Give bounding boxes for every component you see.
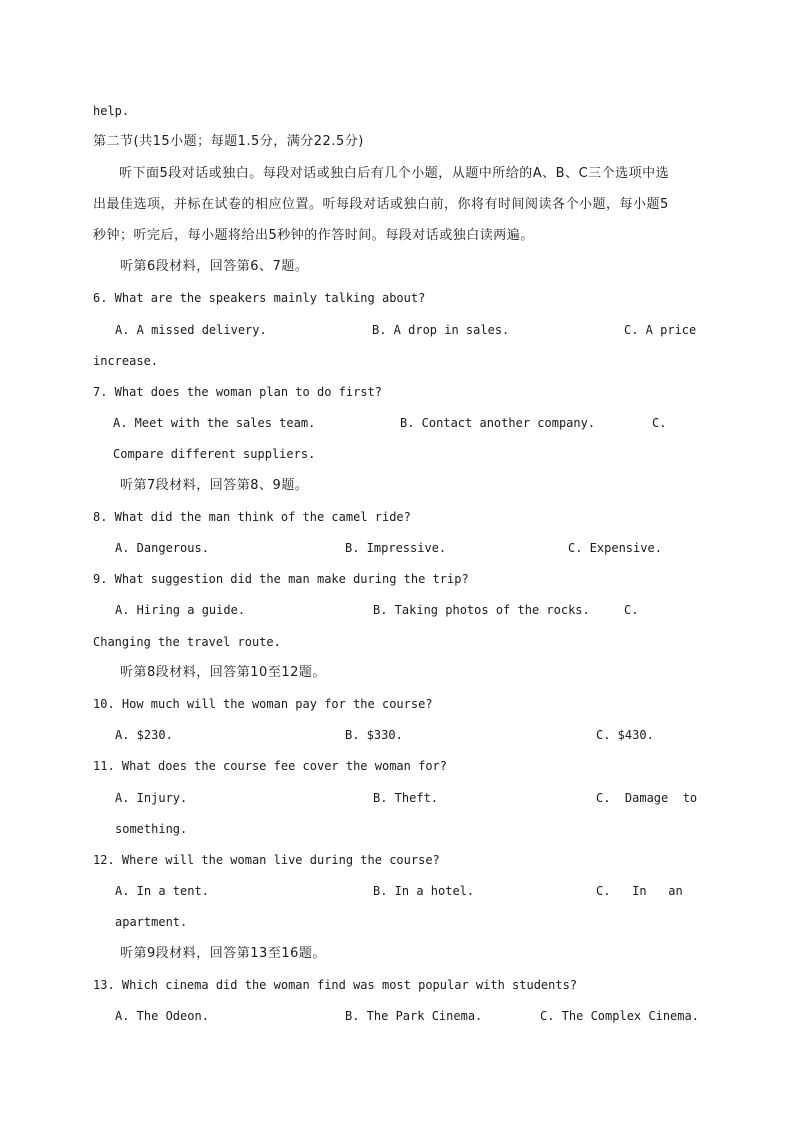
question-text: 8. What did the man think of the camel ride?	[93, 510, 411, 524]
instruction-line: 听下面5段对话或独白。每段对话或独白后有几个小题，从题中所给的A、B、C三个选项中选	[119, 166, 670, 181]
option-c: C. The Complex Cinema.	[540, 1009, 699, 1023]
question-text: 6. What are the speakers mainly talking about?	[93, 291, 426, 305]
question-text: 11. What does the course fee cover the woman for?	[93, 759, 448, 773]
instruction-line: 出最佳选项，并标在试卷的相应位置。听每段对话或独白前，你将有时间阅读各个小题，每小题5	[93, 197, 669, 212]
option-c: C. A price	[624, 323, 697, 337]
option-a: A. The Odeon.	[115, 1009, 209, 1023]
option-c-continued: increase.	[93, 354, 159, 368]
option-c: C. Damage to	[596, 791, 698, 805]
option-a: A. Injury.	[115, 791, 188, 805]
material-heading: 听第7段材料，回答第8、9题。	[120, 478, 309, 493]
option-c-continued: Changing the travel route.	[93, 635, 281, 649]
option-b: B. A drop in sales.	[372, 323, 510, 337]
question-text: 10. How much will the woman pay for the course?	[93, 697, 433, 711]
option-b: B. Theft.	[373, 791, 439, 805]
option-c-continued: something.	[115, 822, 188, 836]
section-heading: 第二节(共15小题；每题1.5分，满分22.5分)	[93, 134, 364, 149]
option-a: A. Dangerous.	[115, 541, 209, 555]
option-b: B. Contact another company.	[400, 416, 596, 430]
question-text: 13. Which cinema did the woman find was most popular with students?	[93, 978, 578, 992]
text-line: help.	[93, 104, 130, 118]
option-b: B. $330.	[345, 728, 403, 742]
material-heading: 听第8段材料，回答第10至12题。	[120, 665, 326, 680]
option-c: C. Expensive.	[568, 541, 662, 555]
question-text: 7. What does the woman plan to do first?	[93, 385, 382, 399]
option-b: B. The Park Cinema.	[345, 1009, 483, 1023]
option-a: A. In a tent.	[115, 884, 209, 898]
material-heading: 听第6段材料，回答第6、7题。	[120, 259, 309, 274]
option-c-continued: apartment.	[115, 915, 188, 929]
option-a: A. Meet with the sales team.	[113, 416, 316, 430]
option-a: A. $230.	[115, 728, 173, 742]
question-text: 12. Where will the woman live during the course?	[93, 853, 440, 867]
option-c: C. $430.	[596, 728, 654, 742]
material-heading: 听第9段材料，回答第13至16题。	[120, 946, 326, 961]
option-c: C. In an	[596, 884, 683, 898]
instruction-line: 秒钟；听完后，每小题将给出5秒钟的作答时间。每段对话或独白读两遍。	[93, 228, 534, 243]
option-b: B. Impressive.	[345, 541, 447, 555]
option-b: B. Taking photos of the rocks.	[373, 603, 590, 617]
option-c-continued: Compare different suppliers.	[113, 447, 316, 461]
option-a: A. A missed delivery.	[115, 323, 267, 337]
option-c: C.	[624, 603, 639, 617]
question-text: 9. What suggestion did the man make during the trip?	[93, 572, 469, 586]
option-b: B. In a hotel.	[373, 884, 475, 898]
option-a: A. Hiring a guide.	[115, 603, 246, 617]
option-c: C.	[652, 416, 667, 430]
